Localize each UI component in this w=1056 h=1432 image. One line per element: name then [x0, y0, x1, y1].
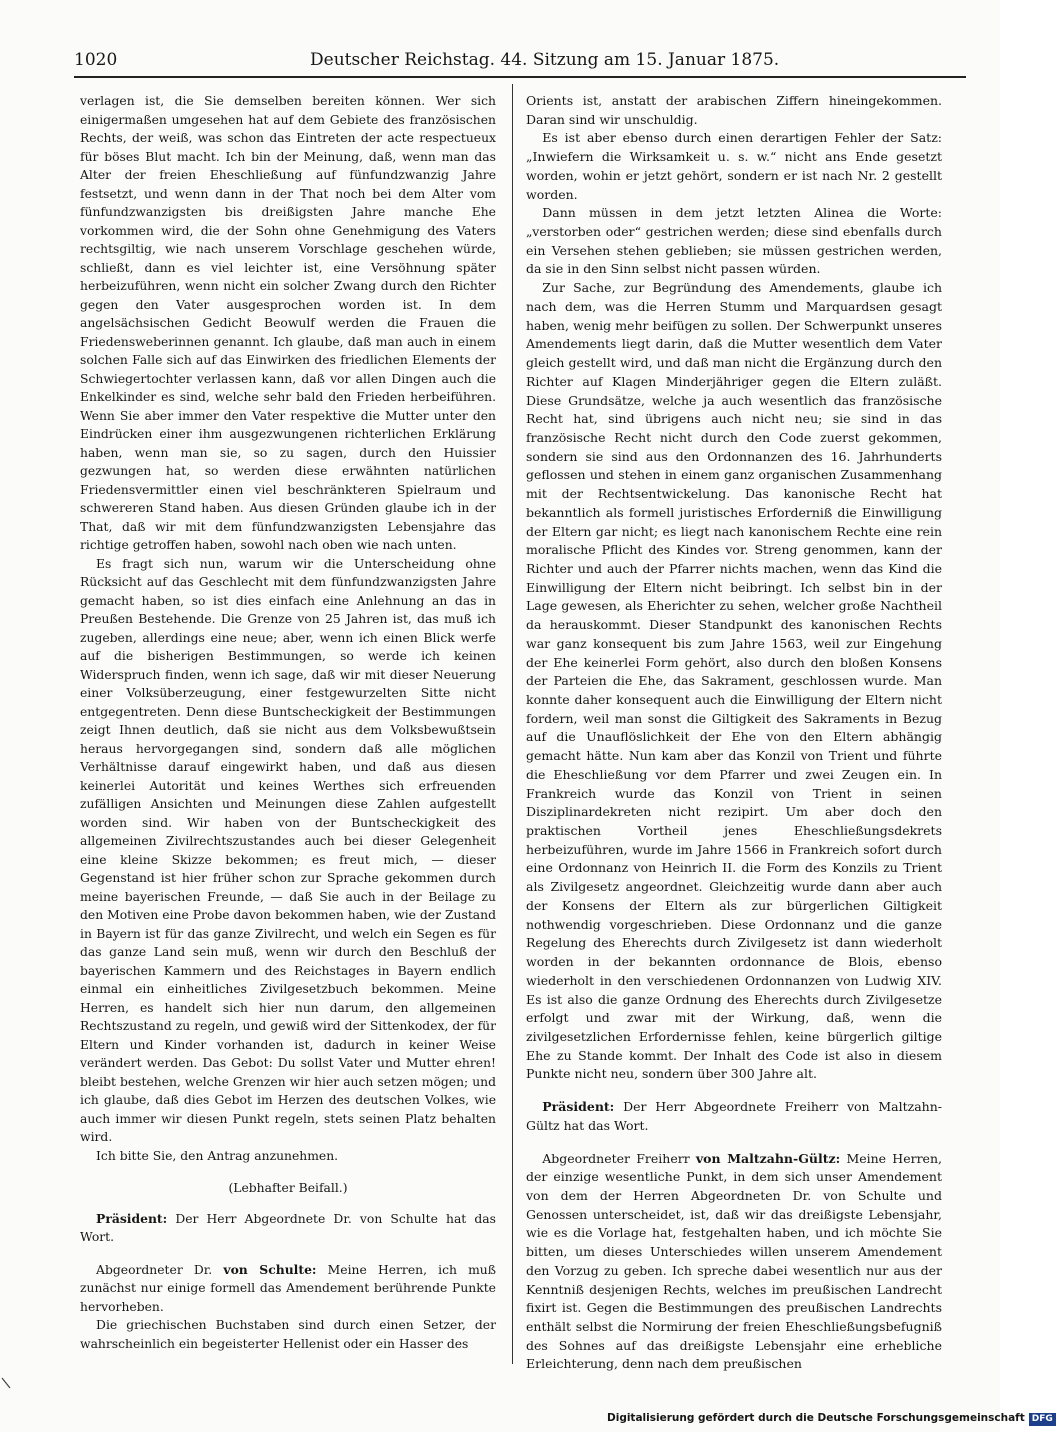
speaker-prefix: Abgeordneter Freiherr	[542, 1150, 690, 1166]
speaker-statement	[526, 1150, 942, 1375]
page-number: 1020	[74, 50, 118, 70]
paragraph: Zur Sache, zur Begründung des Amendements, glaube ich nach dem, was die Herren Stumm und Marquardsen gesagt haben, wenig mehr beifügen zu sollen. Der Schwerpunkt unseres Amendements liegt darin, daß die Mutter wesentlich dem Vater gleich gestellt wird, und daß man nicht die Ergänzung durch den Richter auf Klagen Minderjähriger gegen die Eltern zuläßt. Diese Grundsätze, welche ja auch wesentlich das französische Recht hat, sind übrigens auch nicht neu; sie sind in das französische Recht nicht durch den Code zuerst gekommen, sondern sie sind aus den Ordonnanzen des 16. Jahrhunderts geflossen und stehen in einem ganz organischen Zusammenhang mit der Rechtsentwickelung. Das kanonische Recht hat bekanntlich als formell juristisches Erforderniß die Einwilligung der Eltern gar nicht; es liegt nach kanonischem Rechte eine rein moralische Pflicht des Kindes vor. Streng genommen, kann der Richter und auch der Pfarrer nichts machen, wenn das Kind die Einwilligung der Eltern nicht beibringt. Ich selbst bin in der Lage gewesen, als Eherichter zu sehen, welcher große Nachtheil da herauskommt. Dieser Standpunkt des kanonischen Rechts war ganz konsequent bis zum Jahre 1563, weil zur Eingehung der Ehe keinerlei Form gehört, also durch den bloßen Konsens der Parteien die Ehe, das Sakrament, geschlossen wurde. Man konnte daher konsequent auch die Einwilligung der Eltern nicht fordern, weil man sonst die Giltigkeit des Sakraments in Bezug auf die Unauflöslichkeit der Ehe von den Eltern abhängig gemacht hätte. Nun kam aber das Konzil von Trient und führte die Eheschließung vor dem Pfarrer und zwei Zeugen ein. In Frankreich wurde das Konzil von Trient in seinen Disziplinardekreten nicht rezipirt. Um aber doch den praktischen Vortheil jenes Eheschließungsdekrets herbeizuführen, wurde im Jahre 1566 in Frankreich sofort durch eine Ordonnanz von Heinrich II. die Form des Konzils zu Trient als Zivilgesetz angeordnet. Gleichzeitig wurde dann aber auch der Konsens der Eltern als zur bürgerlichen Giltigkeit nothwendig vorgeschrieben. Diese Ordonnanz und die ganze Regelung des Eherechts durch Zivilgesetz ist dann wiederholt worden in der bekannten ordonnance de Blois, ebenso wiederholt in den verschiedenen Ordonnanzen von Ludwig XIV. Es ist also die ganze Ordnung des Eherechts durch Zivilgesetze erfolgt und zwar mit der Wirkung, daß, wenn die zivilgesetzlichen Erfordernisse fehlen, keine bürgerlich giltige Ehe zu Stande kommt. Der Inhalt des Code ist also in diesem Punkte nicht neu, sondern über 300 Jahre alt.	[526, 280, 942, 1082]
header-rule	[74, 76, 966, 78]
column-divider	[512, 84, 513, 1364]
paragraph: Ich bitte Sie, den Antrag anzunehmen.	[96, 1148, 339, 1163]
page-header	[74, 48, 964, 74]
paragraph: Es fragt sich nun, warum wir die Unterscheidung ohne Rücksicht auf das Geschlecht mit dem fünfundzwanzigsten Jahre gemacht haben, so ist dies einfach eine Anlehnung an das in Preußen Bestehende. Die Grenze von 25 Jahren ist, das muß ich zugeben, allerdings eine neue; aber, wenn ich einen Blick werfe auf die bisherigen Bestimmungen, so werde ich keinen Widerspruch finden, wenn ich sage, daß wir mit dieser Neuerung einer Volksüberzeugung, einer festgewurzelten Sitte nicht entgegentreten. Denn diese Buntscheckigkeit der Bestimmungen zeigt Ihnen deutlich, daß sie nicht aus dem Volksbewußtsein heraus hervorgegangen sind, sondern daß alle möglichen Verhältnisse darauf eingewirkt haben, und daß aus diesen keinerlei Autorität und keines Werthes sich erfreuenden zufälligen Ansichten und Meinungen diese Zahlen aufgestellt worden sind. Wir haben von der Buntscheckigkeit des allgemeinen Zivilrechtszustandes auch bei dieser Gelegenheit eine kleine Skizze bekommen; es freut mich, — dieser Gegenstand ist hier früher schon zur Sprache gekommen durch meine bayerischen Freunde, — daß Sie auch in der Beilage zu den Motiven eine Probe davon bekommen haben, wie der Zustand in Bayern ist für das ganze Zivilrecht, und welch ein Segen es für das ganze Land sein muß, wenn wir durch den Beschluß der bayerischen Kammern und des Reichstages in Bayern endlich einmal ein einheitliches Zivilgesetzbuch bekommen. Meine Herren, es handelt sich hier nun darum, den allgemeinen Rechtszustand zu regeln, und gewiß wird der Sittenkodex, der für Eltern und Kinder vorhanden ist, dadurch in keiner Weise verändert werden. Das Gebot: Du sollst Vater und Mutter ehren! bleibt bestehen, welche Grenzen wir hier auch setzen mögen; und ich glaube, daß dies Gebot im Herzen des deutschen Volkes, wie auch immer wir diesen Punkt regeln, stets seinen Platz behalten wird.	[80, 556, 496, 1144]
paragraph: Es ist aber ebenso durch einen derartigen Fehler der Satz: „Inwiefern die Wirksamkeit u. s. w.“ nicht ans Ende gesetzt worden, wohin er jetzt gehört, sondern er ist nach Nr. 2 gestellt worden.	[526, 130, 942, 202]
paragraph: verlagen ist, die Sie demselben bereiten können. Wer sich einigermaßen umgesehen hat auf dem Gebiete des französischen Rechts, der weiß, was schon das Eintreten der acte respectueux für böses Blut macht. Ich bin der Meinung, daß, wenn man das Alter der freien Eheschließung auf fünfundzwanzig Jahre festsetzt, und wenn dann in der That noch bei dem Alter vom fünfundzwanzigsten bis dreißigsten Jahre manche Ehe vorkommen wird, die der Sohn ohne Genehmigung des Vaters rechtsgiltig, wie nach unserem Vorschlage geschehen würde, schließt, dann es viel leichter ist, eine Versöhnung später herbeizuführen, wenn nicht ein solcher Zwang durch den Richter gegen den Vater ausgesprochen worden ist. In dem angelsächsischen Gedicht Beowulf werden die Frauen die Friedensweberinnen genannt. Ich glaube, daß man auch in einem solchen Falle sich auf das Einwirken des friedlichen Elements der Schwiegertochter verlassen kann, daß vor allen Dingen auch die Enkelkinder es sind, welche sehr bald den Frieden herbeiführen. Wenn Sie aber immer den Vater respektive die Mutter unter den Eindrücken einer ihm ausgezwungenen richterlichen Erklärung haben, wenn man sie, so zu sagen, durch den Huissier gezwungen hat, so werden diese erwähnten natürlichen Friedensvermittler einen viel beschränkteren Spielraum und schwereren Stand haben. Aus diesen Gründen glaube ich in der That, daß wir mit dem fünfundzwanzigsten Lebensjahre das richtige getroffen haben, sowohl nach oben wie nach unten.	[80, 94, 496, 552]
president-text: Der Herr Abgeordnete Freiherr von Maltzahn-Gültz hat das Wort.	[526, 1099, 942, 1133]
president-statement	[526, 1098, 942, 1135]
paragraph: Orients ist, anstatt der arabischen Ziffern hineingekommen. Daran sind wir unschuldig.	[526, 93, 942, 127]
applause-note: (Lebhafter Beifall.)	[228, 1181, 348, 1195]
speaker-name: von Maltzahn-Gültz:	[695, 1150, 841, 1166]
right-column	[526, 92, 942, 1374]
margin-mark	[0, 1376, 18, 1390]
speaker-text: Meine Herren, ich muß zunächst nur einige formell das Amendement berührende Punkte hervorheben.	[80, 1262, 497, 1314]
president-statement	[80, 1210, 496, 1247]
dfg-logo: DFG	[1029, 1413, 1056, 1426]
speaker-name: von Schulte:	[223, 1261, 317, 1277]
speaker-statement	[80, 1261, 496, 1317]
left-column	[80, 92, 496, 1353]
speaker-text: Meine Herren, der einzige wesentliche Punkt, in dem sich unser Amendement von dem der Herren Abgeordneten Dr. von Schulte und Genossen unterscheidet, ist, daß wir das dreißigste Lebensjahr, wie es die Vorlage hat, festgehalten haben, und ich möchte Sie bitten, um dieses Unterschiedes willen unserem Amendement den Vorzug zu geben. Ich spreche dabei wesentlich nur aus der Kenntniß desjenigen Rechts, welches im preußischen Landrecht fixirt ist. Gegen die Bestimmungen des preußischen Landrechts enthält selbst die Normirung der freien Eheschließungsbefugniß des Sohnes auf das dreißigste Lebensjahr eine erhebliche Erleichterung, denn nach dem preußischen	[526, 1150, 942, 1372]
footer-text: Digitalisierung gefördert durch die Deutsche Forschungsgemeinschaft	[607, 1412, 1025, 1424]
president-label: Präsident:	[542, 1099, 615, 1115]
president-label: Präsident:	[96, 1210, 168, 1226]
president-text: Der Herr Abgeordnete Dr. von Schulte hat das Wort.	[80, 1211, 496, 1244]
paragraph: Die griechischen Buchstaben sind durch einen Setzer, der wahrscheinlich ein begeisterter Hellenist oder ein Hasser des	[80, 1318, 496, 1351]
speaker-prefix: Abgeordneter Dr.	[96, 1262, 213, 1277]
paragraph: Dann müssen in dem jetzt letzten Alinea die Worte: „verstorben oder“ gestrichen werden; diese sind ebenfalls durch ein Versehen stehen geblieben; sie müssen gestrichen werden, da sie in den Sinn selbst nicht passen würden.	[526, 205, 942, 277]
running-title: Deutscher Reichstag. 44. Sitzung am 15. Januar 1875.	[310, 50, 780, 70]
footer-credit	[607, 1412, 1056, 1430]
